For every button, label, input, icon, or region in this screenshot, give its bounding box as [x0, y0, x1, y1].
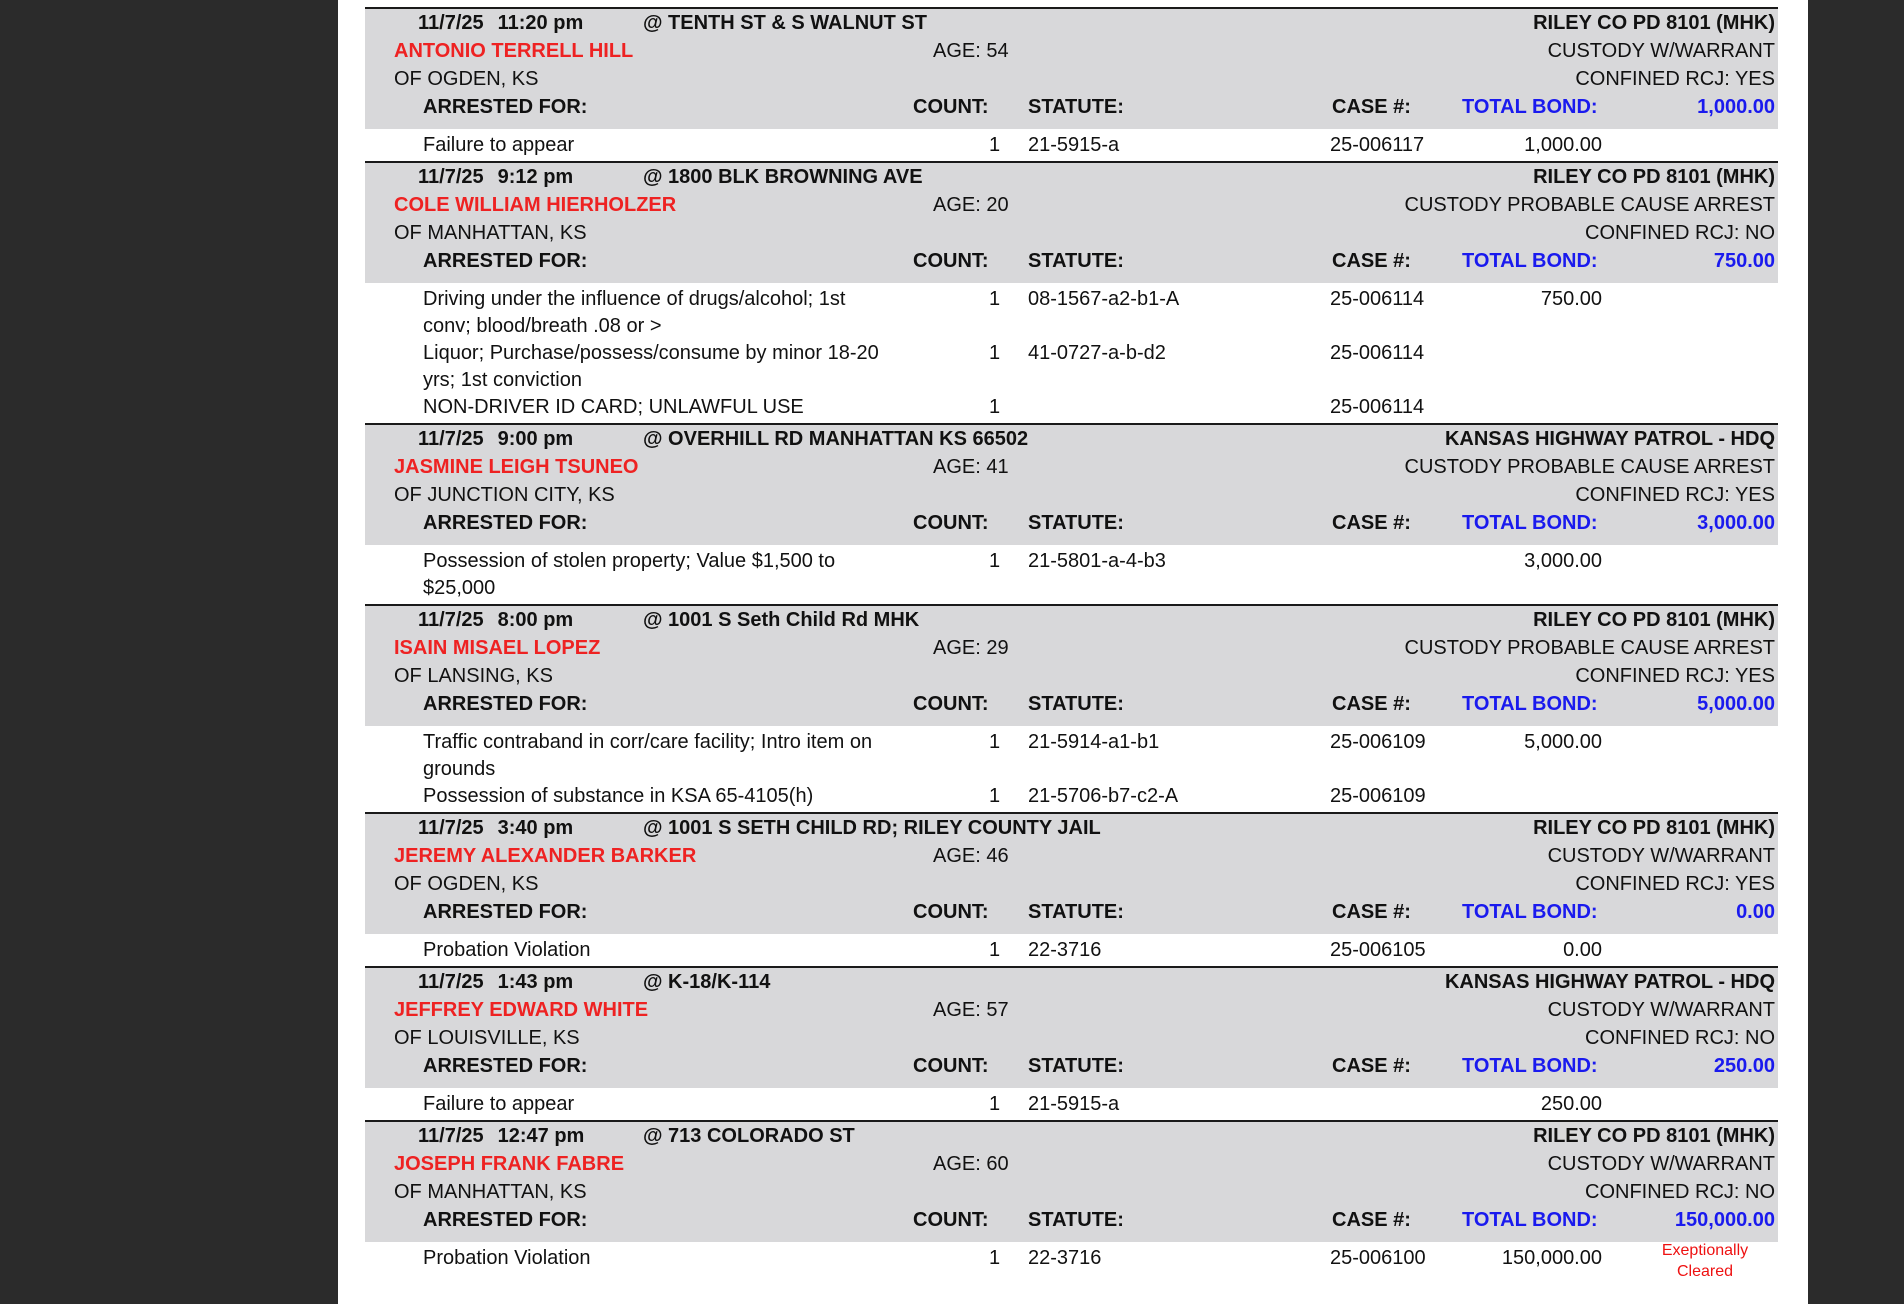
arrest-datetime: [418, 166, 573, 189]
charges-list: [365, 129, 1778, 161]
arrestee-city: OF MANHATTAN, KS: [394, 1181, 587, 1203]
record-header: [365, 9, 1778, 129]
custody-type: CUSTODY W/WARRANT: [1547, 1153, 1775, 1175]
arrestee-age: AGE: 46: [933, 845, 1009, 867]
charge-count: 1: [989, 1093, 1001, 1115]
confined-status: CONFINED RCJ: NO: [1585, 1181, 1775, 1203]
charge-row: [365, 132, 1778, 159]
charge-case-number: 25-006114: [1330, 396, 1425, 418]
statute-label: STATUTE:: [1028, 901, 1124, 923]
arrestee-age: AGE: 60: [933, 1153, 1009, 1175]
arrestee-city: OF OGDEN, KS: [394, 873, 539, 895]
case-label: CASE #:: [1332, 512, 1411, 534]
case-label: CASE #:: [1332, 96, 1411, 118]
charge-count: 1: [989, 785, 1001, 807]
charge-row: [365, 340, 1778, 394]
charge-statute: 22-3716: [1028, 1247, 1102, 1269]
custody-type: CUSTODY PROBABLE CAUSE ARREST: [1404, 637, 1775, 659]
charge-statute: 41-0727-a-b-d2: [1028, 342, 1166, 364]
total-bond-label: TOTAL BOND:: [1462, 1209, 1598, 1231]
charge-count: 1: [989, 550, 1001, 572]
arrest-datetime: [418, 1125, 584, 1148]
charge-description: Possession of substance in KSA 65-4105(h): [423, 785, 814, 807]
charge-description: Possession of stolen property; Value $1,500 to $25,000: [423, 550, 836, 599]
total-bond-value: 250.00: [1713, 1055, 1775, 1077]
count-label: COUNT:: [913, 250, 989, 272]
arrestee-age: AGE: 29: [933, 637, 1009, 659]
arrest-datetime: [418, 609, 573, 632]
charge-row: [365, 394, 1778, 421]
arrest-date: 11/7/25: [418, 1125, 484, 1147]
statute-label: STATUTE:: [1028, 512, 1124, 534]
arrestee-age: AGE: 20: [933, 194, 1009, 216]
charge-description: Probation Violation: [423, 939, 591, 961]
statute-label: STATUTE:: [1028, 1055, 1124, 1077]
arrest-record: [365, 966, 1778, 1120]
statute-label: STATUTE:: [1028, 96, 1124, 118]
count-label: COUNT:: [913, 1209, 989, 1231]
case-label: CASE #:: [1332, 693, 1411, 715]
arrest-location: @ TENTH ST & S WALNUT ST: [643, 12, 927, 34]
arrestee-age: AGE: 54: [933, 40, 1009, 62]
charges-list: [365, 545, 1778, 604]
arresting-agency: KANSAS HIGHWAY PATROL - HDQ: [1444, 971, 1775, 993]
arrest-record: [365, 423, 1778, 604]
arrest-date: 11/7/25: [418, 817, 484, 839]
arrest-location: @ 1001 S SETH CHILD RD; RILEY COUNTY JAIL: [643, 817, 1101, 839]
arrestee-name: JEFFREY EDWARD WHITE: [394, 999, 649, 1021]
total-bond-value: 1,000.00: [1697, 96, 1775, 118]
charge-description: Probation Violation: [423, 1247, 591, 1269]
confined-status: CONFINED RCJ: NO: [1585, 222, 1775, 244]
arresting-agency: RILEY CO PD 8101 (MHK): [1533, 1125, 1775, 1147]
count-label: COUNT:: [913, 96, 989, 118]
arrestee-city: OF JUNCTION CITY, KS: [394, 484, 615, 506]
arresting-agency: RILEY CO PD 8101 (MHK): [1533, 12, 1775, 34]
arrested-for-label: ARRESTED FOR:: [423, 693, 588, 715]
arrestee-name: JASMINE LEIGH TSUNEO: [394, 456, 639, 478]
arrested-for-label: ARRESTED FOR:: [423, 1055, 588, 1077]
arrestee-name: JOSEPH FRANK FABRE: [394, 1153, 625, 1175]
confined-status: CONFINED RCJ: NO: [1585, 1027, 1775, 1049]
total-bond-value: 150,000.00: [1674, 1209, 1775, 1231]
arrest-time: 1:43 pm: [497, 971, 574, 993]
case-label: CASE #:: [1332, 250, 1411, 272]
charge-statute: 22-3716: [1028, 939, 1102, 961]
arrest-datetime: [418, 428, 573, 451]
arrest-date: 11/7/25: [418, 166, 484, 188]
charge-description: Traffic contraband in corr/care facility; Intro item on grounds: [423, 731, 873, 780]
charge-disposition-note: Exeptionally Cleared: [1661, 1242, 1749, 1280]
charge-bond: 3,000.00: [1524, 550, 1602, 572]
total-bond-value: 750.00: [1713, 250, 1775, 272]
arrestee-city: OF MANHATTAN, KS: [394, 222, 587, 244]
charge-count: 1: [989, 342, 1001, 364]
arrest-location: @ OVERHILL RD MANHATTAN KS 66502: [643, 428, 1029, 450]
confined-status: CONFINED RCJ: YES: [1575, 873, 1775, 895]
arrest-datetime: [418, 971, 573, 994]
arrest-time: 12:47 pm: [497, 1125, 585, 1147]
total-bond-label: TOTAL BOND:: [1462, 512, 1598, 534]
custody-type: CUSTODY W/WARRANT: [1547, 40, 1775, 62]
total-bond-label: TOTAL BOND:: [1462, 901, 1598, 923]
record-header: [365, 1122, 1778, 1242]
charge-count: 1: [989, 939, 1001, 961]
confined-status: CONFINED RCJ: YES: [1575, 68, 1775, 90]
custody-type: CUSTODY PROBABLE CAUSE ARREST: [1404, 456, 1775, 478]
record-header: [365, 606, 1778, 726]
charge-row: [365, 729, 1778, 783]
charges-list: [365, 934, 1778, 966]
arrested-for-label: ARRESTED FOR:: [423, 96, 588, 118]
charge-description: NON-DRIVER ID CARD; UNLAWFUL USE: [423, 396, 804, 418]
total-bond-label: TOTAL BOND:: [1462, 96, 1598, 118]
arrest-date: 11/7/25: [418, 428, 484, 450]
arrested-for-label: ARRESTED FOR:: [423, 250, 588, 272]
charge-count: 1: [989, 288, 1001, 310]
charge-bond: 250.00: [1540, 1093, 1602, 1115]
confined-status: CONFINED RCJ: YES: [1575, 665, 1775, 687]
charge-count: 1: [989, 134, 1001, 156]
arrest-record: [365, 1120, 1778, 1280]
arrestee-name: ANTONIO TERRELL HILL: [394, 40, 634, 62]
arresting-agency: RILEY CO PD 8101 (MHK): [1533, 609, 1775, 631]
arrest-time: 3:40 pm: [497, 817, 574, 839]
charge-row: [365, 937, 1778, 964]
arrest-location: @ 713 COLORADO ST: [643, 1125, 855, 1147]
arrest-datetime: [418, 12, 583, 35]
arrest-record: [365, 812, 1778, 966]
charge-statute: 21-5915-a: [1028, 134, 1120, 156]
charge-count: 1: [989, 396, 1001, 418]
confined-status: CONFINED RCJ: YES: [1575, 484, 1775, 506]
count-label: COUNT:: [913, 901, 989, 923]
custody-type: CUSTODY PROBABLE CAUSE ARREST: [1404, 194, 1775, 216]
charge-bond: 1,000.00: [1524, 134, 1602, 156]
arrest-date: 11/7/25: [418, 971, 484, 993]
case-label: CASE #:: [1332, 1209, 1411, 1231]
case-label: CASE #:: [1332, 901, 1411, 923]
arresting-agency: RILEY CO PD 8101 (MHK): [1533, 817, 1775, 839]
arrest-records-list: [365, 7, 1778, 1280]
charge-description: Driving under the influence of drugs/alcohol; 1st conv; blood/breath .08 or >: [423, 288, 846, 337]
arresting-agency: KANSAS HIGHWAY PATROL - HDQ: [1444, 428, 1775, 450]
charge-bond: 5,000.00: [1524, 731, 1602, 753]
arrest-time: 9:12 pm: [497, 166, 574, 188]
charge-case-number: 25-006117: [1330, 134, 1425, 156]
arrest-date: 11/7/25: [418, 12, 484, 34]
charge-row: [365, 1242, 1778, 1280]
record-header: [365, 968, 1778, 1088]
arrest-record: [365, 161, 1778, 423]
arrest-time: 9:00 pm: [497, 428, 574, 450]
arrestee-name: ISAIN MISAEL LOPEZ: [394, 637, 601, 659]
charges-list: [365, 1088, 1778, 1120]
total-bond-label: TOTAL BOND:: [1462, 250, 1598, 272]
arresting-agency: RILEY CO PD 8101 (MHK): [1533, 166, 1775, 188]
count-label: COUNT:: [913, 1055, 989, 1077]
charge-row: [365, 286, 1778, 340]
arrestee-city: OF LANSING, KS: [394, 665, 553, 687]
charge-case-number: 25-006109: [1330, 785, 1426, 807]
count-label: COUNT:: [913, 512, 989, 534]
charge-statute: 21-5706-b7-c2-A: [1028, 785, 1179, 807]
charge-case-number: 25-006114: [1330, 288, 1425, 310]
charge-statute: 08-1567-a2-b1-A: [1028, 288, 1180, 310]
record-header: [365, 425, 1778, 545]
total-bond-label: TOTAL BOND:: [1462, 693, 1598, 715]
charge-description: Failure to appear: [423, 134, 575, 156]
arrested-for-label: ARRESTED FOR:: [423, 901, 588, 923]
charge-row: [365, 783, 1778, 810]
custody-type: CUSTODY W/WARRANT: [1547, 845, 1775, 867]
charge-case-number: 25-006109: [1330, 731, 1426, 753]
arrest-location: @ 1001 S Seth Child Rd MHK: [643, 609, 920, 631]
charge-statute: 21-5915-a: [1028, 1093, 1120, 1115]
record-header: [365, 814, 1778, 934]
statute-label: STATUTE:: [1028, 693, 1124, 715]
arrest-record: [365, 7, 1778, 161]
count-label: COUNT:: [913, 693, 989, 715]
arrested-for-label: ARRESTED FOR:: [423, 512, 588, 534]
statute-label: STATUTE:: [1028, 250, 1124, 272]
statute-label: STATUTE:: [1028, 1209, 1124, 1231]
arrest-time: 8:00 pm: [497, 609, 574, 631]
arrest-location: @ K-18/K-114: [643, 971, 771, 993]
arrestee-city: OF OGDEN, KS: [394, 68, 539, 90]
charge-description: Failure to appear: [423, 1093, 575, 1115]
charges-list: [365, 283, 1778, 423]
total-bond-value: 3,000.00: [1697, 512, 1775, 534]
arrest-record: [365, 604, 1778, 812]
charge-description: Liquor; Purchase/possess/consume by minor 18-20 yrs; 1st conviction: [423, 342, 879, 391]
charge-case-number: 25-006114: [1330, 342, 1425, 364]
total-bond-value: 5,000.00: [1697, 693, 1775, 715]
arrestee-name: COLE WILLIAM HIERHOLZER: [394, 194, 677, 216]
record-header: [365, 163, 1778, 283]
charge-count: 1: [989, 731, 1001, 753]
total-bond-value: 0.00: [1736, 901, 1775, 923]
total-bond-label: TOTAL BOND:: [1462, 1055, 1598, 1077]
arrested-for-label: ARRESTED FOR:: [423, 1209, 588, 1231]
charge-case-number: 25-006100: [1330, 1247, 1426, 1269]
charge-row: [365, 1091, 1778, 1118]
arrestee-age: AGE: 57: [933, 999, 1009, 1021]
charge-statute: 21-5801-a-4-b3: [1028, 550, 1166, 572]
charges-list: [365, 726, 1778, 812]
arrestee-city: OF LOUISVILLE, KS: [394, 1027, 580, 1049]
charges-list: [365, 1242, 1778, 1280]
arrest-time: 11:20 pm: [497, 12, 584, 34]
charge-bond: 750.00: [1540, 288, 1602, 310]
charge-case-number: 25-006105: [1330, 939, 1426, 961]
arrestee-age: AGE: 41: [933, 456, 1009, 478]
charge-count: 1: [989, 1247, 1001, 1269]
arrestee-name: JEREMY ALEXANDER BARKER: [394, 845, 697, 867]
charge-row: [365, 548, 1778, 602]
custody-type: CUSTODY W/WARRANT: [1547, 999, 1775, 1021]
case-label: CASE #:: [1332, 1055, 1411, 1077]
arrest-date: 11/7/25: [418, 609, 484, 631]
charge-bond: 150,000.00: [1501, 1247, 1602, 1269]
arrest-datetime: [418, 817, 573, 840]
charge-bond: 0.00: [1563, 939, 1602, 961]
charge-statute: 21-5914-a1-b1: [1028, 731, 1160, 753]
arrest-location: @ 1800 BLK BROWNING AVE: [643, 166, 923, 188]
